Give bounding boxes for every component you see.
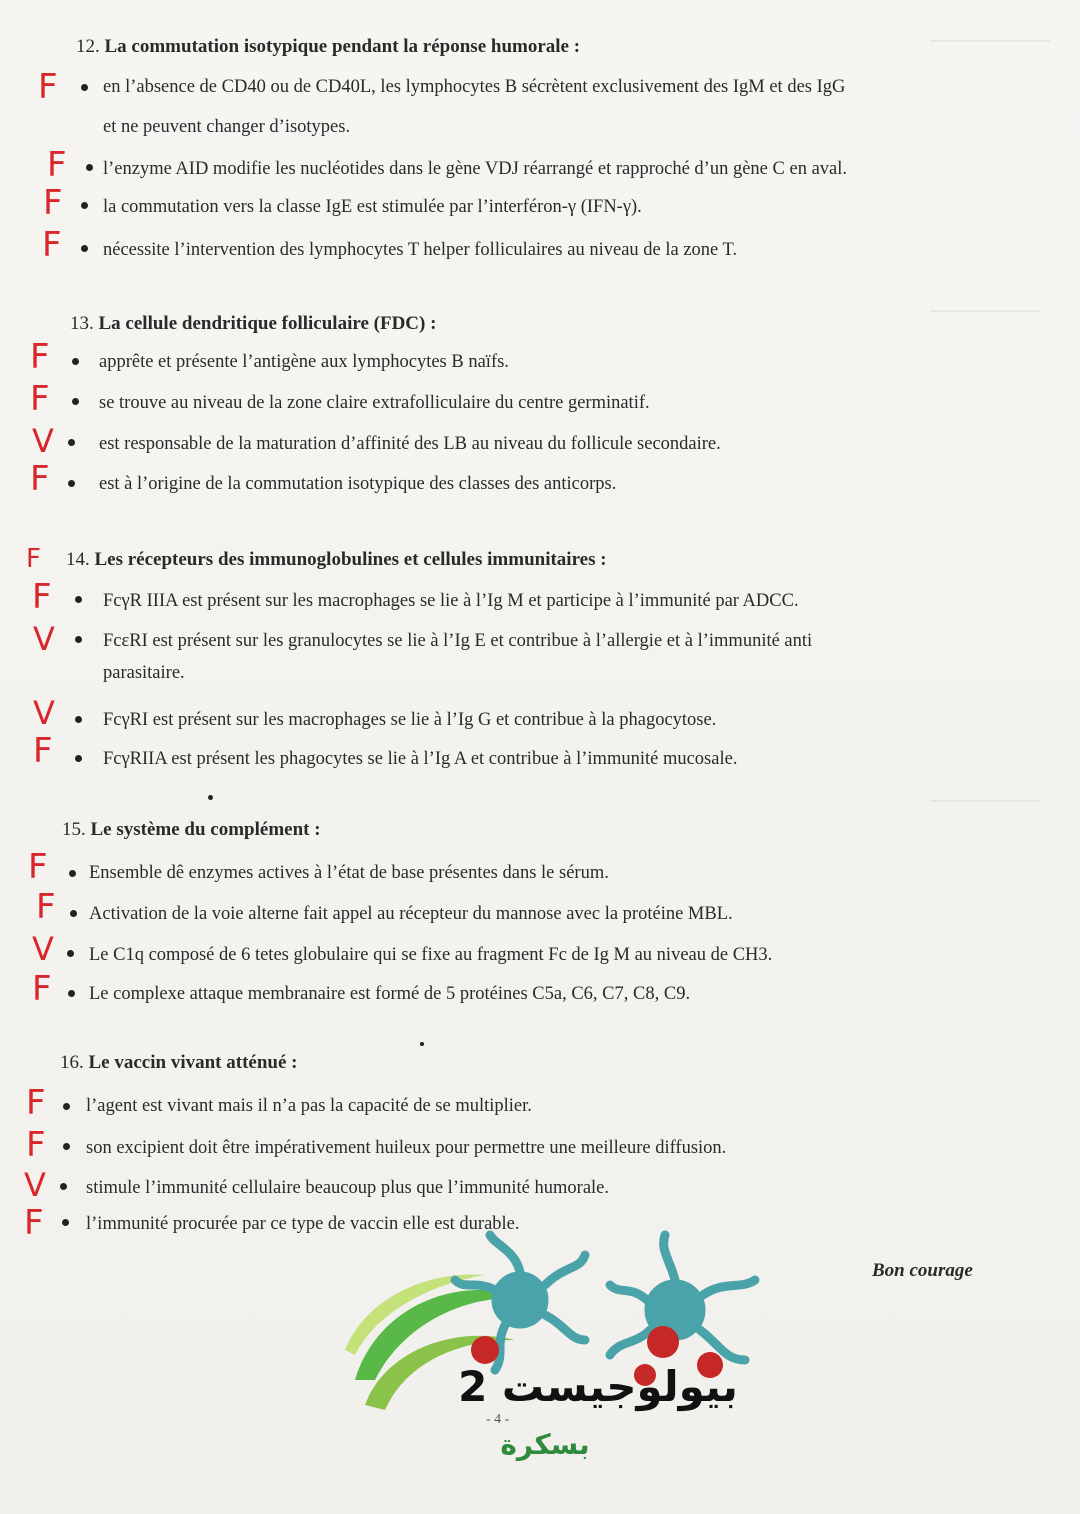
virus-teal-icon [610,1235,755,1360]
answer-mark: F [30,337,50,377]
answer-mark: F [38,67,58,107]
bullet [75,636,82,643]
bullet [62,1219,69,1226]
bullet [60,1183,67,1190]
answer-mark: F [36,887,56,927]
option-text: en l’absence de CD40 ou de CD40L, les lymphocytes B sécrètent exclusivement des IgM et des IgG [103,77,846,97]
answer-mark: F [32,969,52,1009]
answer-mark: F [26,1083,46,1123]
option-text: Le C1q composé de 6 tetes globulaire qui se fixe au fragment Fc de Ig M au niveau de CH3. [89,945,773,965]
bullet [67,950,74,957]
question-text: Le vaccin vivant atténué : [88,1052,298,1073]
option-text: apprête et présente l’antigène aux lymphocytes B naïfs. [99,352,509,372]
answer-mark: V [32,930,54,968]
option-text: FcεRI est présent sur les granulocytes se lie à l’Ig E et contribue à l’allergie et à l’immunité anti [103,631,813,651]
question-12-title [76,36,580,58]
page-number: - 4 - [486,1412,510,1427]
question-number: 13. [70,313,94,334]
answer-mark: F [47,145,67,185]
bullet [68,439,75,446]
answer-mark: V [33,694,55,732]
question-number: 15. [62,819,86,840]
option-text: FcγR IIIA est présent sur les macrophages se lie à l’Ig M et participe à l’immunité par ADCC. [103,591,799,611]
answer-mark: V [33,620,55,658]
bullet [75,716,82,723]
answer-mark: F [30,379,50,419]
bullet [81,245,88,252]
bullet [63,1143,70,1150]
answer-mark: F [32,577,52,617]
question-text: Le système du complément : [90,819,321,840]
bullet [69,870,76,877]
answer-mark: F [33,731,53,771]
question-14-title [66,549,607,571]
option-text: Le complexe attaque membranaire est formé de 5 protéines C5a, C6, C7, C8, C9. [89,984,691,1004]
question-number: 14. [66,549,90,570]
question-16-title [60,1052,297,1074]
question-13-title [70,313,436,335]
answer-mark: F [30,459,50,499]
stray-dot [208,795,213,800]
bullet [68,480,75,487]
closing-text: Bon courage [872,1260,973,1281]
answer-mark: F [26,544,41,574]
option-text: nécessite l’intervention des lymphocytes T helper folliculaires au niveau de la zone T. [103,240,738,260]
option-text-continued: et ne peuvent changer d’isotypes. [103,117,351,137]
option-text: l’agent est vivant mais il n’a pas la capacité de se multiplier. [86,1096,532,1116]
stray-dot [420,1042,424,1046]
option-text: la commutation vers la classe IgE est stimulée par l’interféron-γ (IFN-γ). [103,197,642,217]
option-text: est responsable de la maturation d’affinité des LB au niveau du follicule secondaire. [99,434,721,454]
answer-mark: V [32,422,54,460]
option-text-continued: parasitaire. [103,663,185,683]
question-text: Les récepteurs des immunoglobulines et cellules immunitaires : [94,549,607,570]
question-text: La commutation isotypique pendant la réponse humorale : [104,36,581,57]
bullet [81,202,88,209]
option-text: Activation de la voie alterne fait appel au récepteur du mannose avec la protéine MBL. [89,904,733,924]
question-number: 16. [60,1052,84,1073]
answer-mark: F [42,225,62,265]
bullet [68,990,75,997]
bullet [75,755,82,762]
answer-mark: V [24,1166,46,1204]
answer-mark: F [26,1125,46,1165]
option-text: l’immunité procurée par ce type de vaccin elle est durable. [86,1214,520,1234]
bullet [63,1103,70,1110]
option-text: Ensemble dê enzymes actives à l’état de base présentes dans le sérum. [89,863,609,883]
question-text: La cellule dendritique folliculaire (FDC) : [98,313,437,334]
answer-mark: F [43,183,63,223]
option-text: FcγRIIA est présent les phagocytes se lie à l’Ig A et contribue à l’immunité mucosale. [103,749,738,769]
bullet [70,910,77,917]
logo-subtitle: بسكرة [500,1428,590,1461]
question-number: 12. [76,36,100,57]
answer-mark: F [24,1203,44,1243]
option-text: est à l’origine de la commutation isotypique des classes des anticorps. [99,474,617,494]
option-text: FcγRI est présent sur les macrophages se lie à l’Ig G et contribue à la phagocytose. [103,710,717,730]
option-text: stimule l’immunité cellulaire beaucoup plus que l’immunité humorale. [86,1178,610,1198]
answer-mark: F [28,847,48,887]
option-text: son excipient doit être impérativement huileux pour permettre une meilleure diffusion. [86,1138,727,1158]
option-text: l’enzyme AID modifie les nucléotides dans le gène VDJ réarrangé et rapproché d’un gène C en aval. [103,159,848,179]
bullet [86,164,93,171]
bullet [72,398,79,405]
question-15-title [62,819,321,841]
option-text: se trouve au niveau de la zone claire extrafolliculaire du centre germinatif. [99,393,650,413]
logo-title: بيولوجيست 2 [458,1362,738,1411]
bullet [81,84,88,91]
bullet [72,358,79,365]
bullet [75,596,82,603]
